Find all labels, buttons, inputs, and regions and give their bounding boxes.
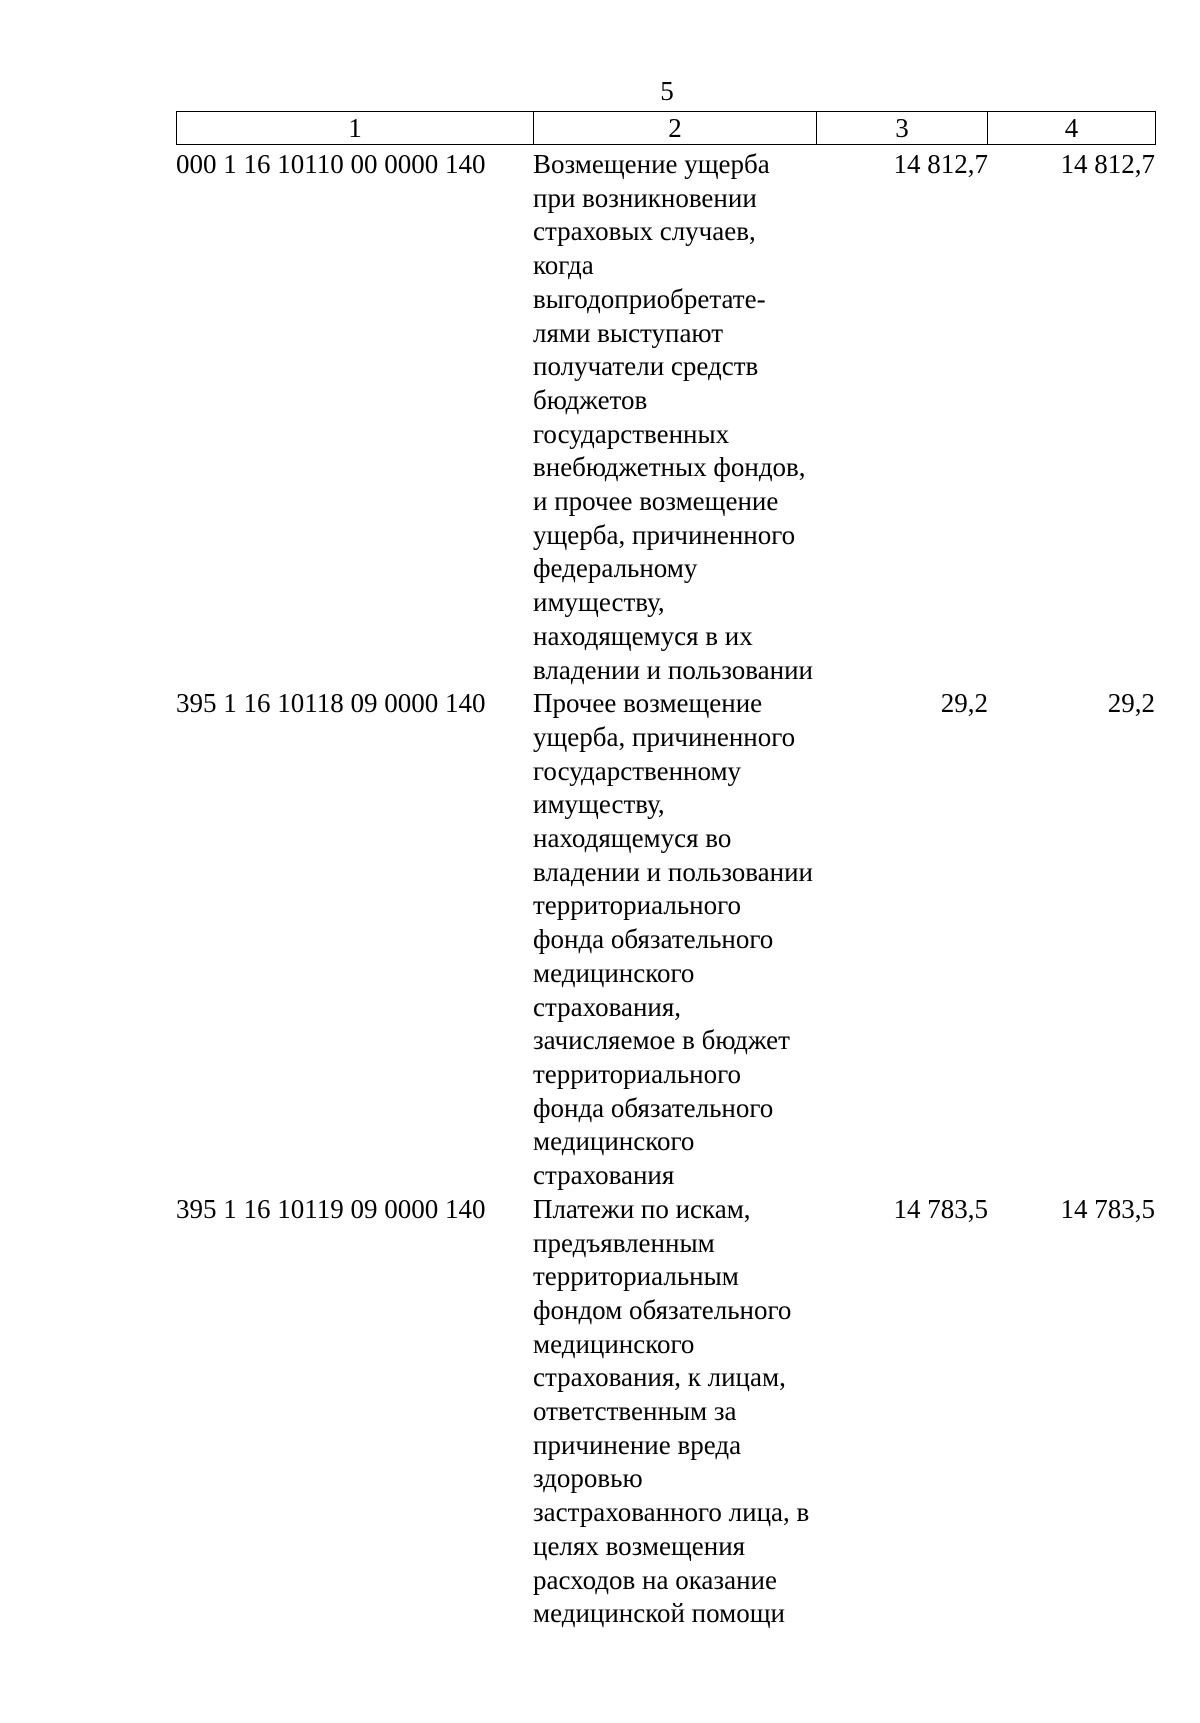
description-line: территориального [533,1058,741,1089]
description-line: находящемуся во [533,823,732,854]
description-line: медицинского [533,1328,695,1359]
description-line: медицинского [533,957,695,988]
row-description [533,148,823,687]
description-line: находящемуся в их [533,620,753,651]
description-line: медицинской помощи [533,1598,785,1629]
description-line: Прочее возмещение [533,688,763,719]
description-line: владении и пользовании [533,654,813,685]
header-col-3: 3 [817,112,988,145]
description-line: зачисляемое в бюджет [533,1025,790,1056]
description-line: Платежи по искам, [533,1193,751,1224]
description-line: расходов на оказание [533,1564,777,1595]
description-line: фонда обязательного [533,924,774,955]
description-line: когда [533,250,594,281]
table-row [0,1193,1200,1631]
value-column-4: 14 812,7 [1060,149,1155,179]
description-line: причинение вреда [533,1429,742,1460]
description-line: выгодоприобретате- [533,283,766,314]
description-line: здоровью [533,1463,643,1494]
value-column-3: 14 783,5 [893,1193,988,1224]
description-line: имуществу, [533,789,665,820]
row-description [533,687,823,1193]
header-col-4: 4 [988,112,1156,145]
description-line: целях возмещения [533,1530,746,1561]
table-header [176,111,1156,145]
table-row [0,148,1200,687]
description-line: фондом обязательного [533,1294,792,1325]
description-line: застрахованного лица, в [533,1497,810,1528]
description-line: ущерба, причиненного [533,721,796,752]
description-line: государственному [533,755,742,786]
description-line: федеральному [533,553,698,584]
description-line: при возникновении [533,182,757,213]
description-line: страхования, к лицам, [533,1362,786,1393]
budget-code: 395 1 16 10118 09 0000 140 [176,688,486,719]
description-line: и прочее возмещение [533,486,779,517]
description-line: фонда обязательного [533,1092,774,1123]
header-row [177,112,1156,145]
row-description [533,1193,823,1631]
table-row [0,687,1200,1193]
description-line: территориальным [533,1261,739,1292]
value-column-3: 14 812,7 [893,149,988,179]
budget-code: 395 1 16 10119 09 0000 140 [176,1193,486,1224]
budget-code: 000 1 16 10110 00 0000 140 [176,149,486,179]
description-line: владении и пользовании [533,856,813,887]
description-line: внебюджетных фондов, [533,452,806,483]
description-line: бюджетов [533,384,648,415]
description-line: страхования, [533,991,682,1022]
description-line: страхования [533,1160,675,1191]
description-line: территориального [533,890,741,921]
description-line: медицинского [533,1126,695,1157]
description-line: страховых случаев, [533,216,756,247]
header-col-1: 1 [177,112,534,145]
description-line: ущерба, причиненного [533,519,796,550]
value-column-4: 14 783,5 [1060,1193,1155,1224]
description-line: ответственным за [533,1396,737,1427]
value-column-3: 29,2 [940,688,988,719]
description-line: имуществу, [533,587,665,618]
description-line: государственных [533,418,730,449]
header-col-2: 2 [534,112,817,145]
description-line: получатели средств [533,351,759,382]
description-line: Возмещение ущерба [533,149,770,179]
page-number: 5 [660,76,674,106]
description-line: лями выступают [533,317,724,348]
description-line: предъявленным [533,1227,715,1258]
value-column-4: 29,2 [1107,688,1155,719]
table-body [0,148,1200,1631]
